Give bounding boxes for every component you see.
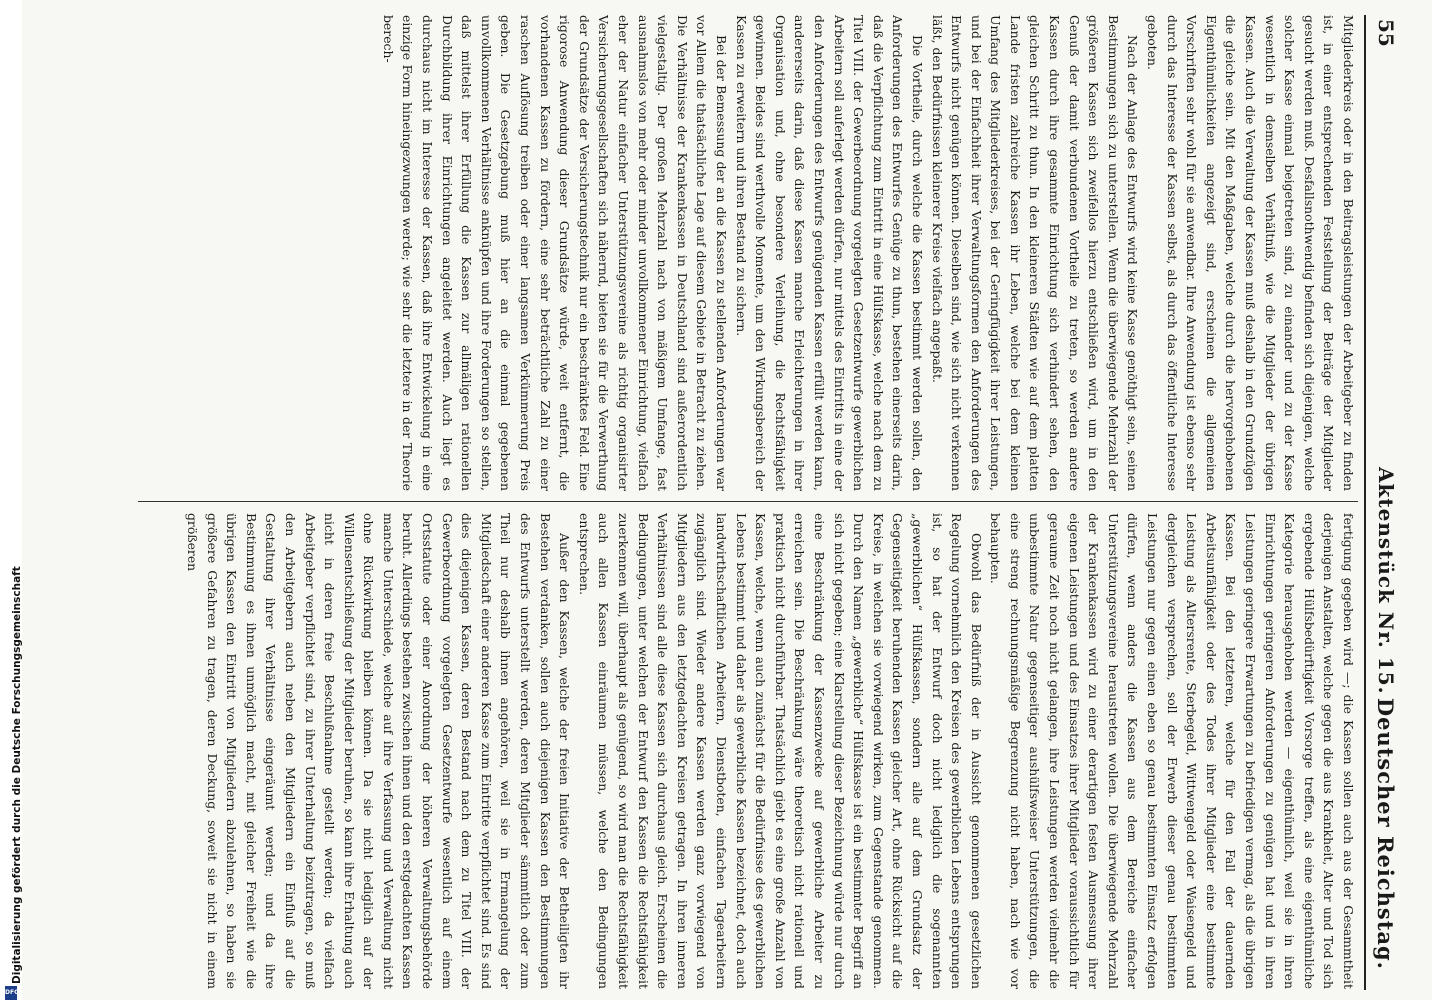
column-divider [138,501,1358,502]
dfg-logo: DFG [5,986,17,1000]
page-header [1366,15,1402,990]
funding-note: Digitalisierung gefördert durch die Deutsche Forschungsgemeinschaft [11,566,23,984]
paragraph: Mitgliederkreis oder in den Beitragsleistungen der Arbeitgeber zu finden ist, in einer entsprechenden Feststellung der Beiträge der Mitglieder gesucht werden muß. Desfallsnothwendig befinden sich diejenigen, welche solcher Kasse einmal beigetreten sind, zu einander und zu der Kasse wesentlich in demselben Verhältniß, wie die Mitglieder der übrigen Kassen. Auch die Verwaltung der Kassen muß deshalb in den Grundzügen die gleiche sein. Mit den Maßgaben, welche durch die hervorgehobenen Eigenthümlichkeiten angezeigt sind, erscheinen die allgemeinen Vorschriften sehr wohl für sie anwendbar. Ihre Anwendung ist ebenso sehr durch das Interesse der Kassen selbst, als durch das öffentliche Interesse geboten. [1145,15,1356,491]
left-column [138,15,1358,491]
page-number: 55 [1374,19,1398,47]
paragraph: fertigung gegeben wird —; die Kassen sollen auch aus der Gesammtheit derjenigen Anstalten, welche gegen die aus Krankheit, Alter und Tod sich ergebende Hülfsbedürftigkeit Vorsorge treffen, als eine eigenthümliche Kategorie herausgehoben werden — eigenthümlich, weil sie in ihren Einrichtungen geringeren Anforderungen zu genügen hat und in ihren Leistungen geringere Erwartungen zu befriedigen vermag, als die übrigen Kassen. Bei den letzteren, welche für den Fall der dauernden Arbeitsunfähigkeit oder des Todes ihrer Mitglieder eine bestimmte Leistung als Altersrente, Sterbegeld, Wittwengeld oder Waisengeld und dergleichen versprechen, soll der Erwerb dieser genau bestimmten Leistungen nur gegen einen eben so genau bestimmten Einsatz erfolgen dürfen, wenn anders die Kassen aus dem Bereiche einfacher Unterstützungsvereine heraustreten wollen. Die überwiegende Mehrzahl der Krankenkassen wird zu einer derartigen festen Ausmessung ihrer eigenen Leistungen und des Einsatzes ihrer Mitglieder voraussichtlich für geraume Zeit noch nicht gelangen, ihre Leistungen werden vielmehr die unbestimmte Natur gegenseitiger aushülfsweiser Unterstützungen, die eine streng rechnungsmäßige Begrenzung nicht haben, nach wie vor behaupten. [988,513,1356,989]
paragraph: Die Vortheile, durch welche die Kassen bestimmt werden sollen, den Anforderungen des Entwurfes Genüge zu thun, bestehen einerseits darin, daß die Verpflichtung zum Eintritt in eine Hülfskasse, welche nach dem zu Titel VIII. der Gewerbeordnung vorgelegten Gesetzentwurfe gewerblichen Arbeitern soll auferlegt werden dürfen, nur mittels des Eintritts in eine der den Anforderungen des Entwurfs genügenden Kassen erfüllt werden kann, andererseits darin, daß diese Kassen manche Erleichterungen in ihrer Organisation und, ohne besondere Verleihung, die Rechtsfähigkeit gewinnen. Beides sind werthvolle Momente, um den Wirkungsbereich der Kassen zu erweitern und ihren Bestand zu sichern. [733,15,925,491]
paragraph: Obwohl das Bedürfniß der in Aussicht genommenen gesetzlichen Regelung vornehmlich den Kreisen des gewerblichen Lebens entsprungen ist, so hat der Entwurf doch nicht lediglich die sogenannten „gewerblichen“ Hülfskassen, sondern alle auf dem Grundsatz der Gegenseitigkeit beruhenden Kassen gleicher Art, ohne Rücksicht auf die Kreise, in welchen sie vorwiegend wirken, zum Gegenstande genommen. Durch den Namen „gewerbliche“ Hülfskasse ist ein bestimmter Begriff an sich nicht gegeben; eine Klarstellung dieser Bezeichnung würde nur durch eine Beschränkung der Kassenzwecke auf gewerbliche Arbeiter zu erreichen sein. Die Beschränkung wäre theoretisch nicht rationell und praktisch nicht durchführbar. Thatsächlich giebt es eine große Anzahl von Kassen, welche, wenn auch zunächst für die Bedürfnisse des gewerblichen Lebens bestimmt und daher als gewerbliche Kassen bezeichnet, doch auch landwirthschaftlichen Arbeitern, Dienstboten, einfachen Tagearbeitern zugänglich sind. Wieder andere Kassen werden ganz vorwiegend von Mitgliedern aus den letztgedachten Kreisen getragen. In ihren inneren Verhältnissen sind alle diese Kassen sich durchaus gleich. Erscheinen die Bedingungen, unter welchen der Entwurf den Kassen die Rechtsfähigkeit zuerkennen will, überhaupt als genügend, so wird man die Rechtsfähigkeit auch allen Kassen einräumen müssen, welche den Bedingungen entsprechen. [576,513,984,989]
publication-title: Deutscher Reichstag. [1373,697,1398,970]
rotated-document-page [132,15,1402,990]
right-column [138,513,1358,989]
funding-sidebar [0,0,22,1000]
scanned-page [22,0,1432,1000]
paragraph: Bei der Bemessung der an die Kassen zu stellenden Anforderungen war vor Allem die thatsächliche Lage auf diesem Gebiete in Betracht zu ziehen. Die Verhältnisse der Krankenkassen in Deutschland sind außerordentlich vielgestaltig. Der großen Mehrzahl nach von mäßigem Umfange, fast ausnahmslos von mehr oder minder unvollkommener Einrichtung, vielfach eher der Natur einfacher Unterstützungsvereine als richtig organisirter Versicherungsgesellschaften sich nähernd, bieten sie für die Verwerthung der Grundsätze der Versicherungstechnik nur ein beschränktes Feld. Eine rigorose Anwendung dieser Grundsätze würde, weit entfernt, die vorhandenen Kassen zu fördern, eine sehr beträchtliche Zahl zu einer raschen Auflösung treiben oder einer langsamen Verkümmerung Preis geben. Die Gesetzgebung muß hier an die einmal gegebenen unvollkommenen Verhältnisse anknüpfen und ihre Forderungen so stellen, daß mittelst ihrer Erfüllung die Kassen zur allmäligen rationellen Durchbildung ihrer Einrichtungen angeleitet werden. Auch liegt es durchaus nicht im Interesse der Kassen, daß ihre Entwickelung in eine einzige Form hineingezwungen werde; wie sehr die letztere in der Theorie berech- [380,15,729,491]
header-rule [1364,15,1366,990]
paragraph: Nach der Anlage des Entwurfs wird keine Kasse genöthigt sein, seinen Bestimmungen sich zu unterstellen. Wenn die überwiegende Mehrzahl der größeren Kassen sich zweifellos hierzu entschließen wird, um in den Genuß der damit verbundenen Vortheile zu treten, so werden andere Kassen durch ihre gesammte Einrichtung sich verhindert sehen, den gleichen Schritt zu thun. In den kleineren Städten wie auf dem platten Lande fristen zahlreiche Kassen ihr Leben, welche bei dem kleinen Umfang des Mitgliederkreises, bei der Geringfügigkeit ihrer Leistungen, und bei der Einfachheit ihrer Verwaltungsformen den Anforderungen des Entwurfs nicht genügen können. Dieselben sind, wie sich nicht verkennen läßt, den Bedürfnissen kleinerer Kreise vielfach angepaßt. [929,15,1141,491]
document-label: Aktenstück Nr. 15. [1374,467,1398,695]
paragraph: Außer den Kassen, welche der freien Initiative der Betheiligten ihr Bestehen verdanken, sollen auch diejenigen Kassen den Bestimmungen des Entwurfs unterstellt werden, deren Mitglieder sämmtlich oder zum Theil nur deshalb ihnen angehören, weil sie in Ermangelung der Mitgliedschaft einer anderen Kasse zum Eintritte verpflichtet sind. Es sind dies diejenigen Kassen, deren Bestand nach dem zu Titel VIII. der Gewerbeordnung vorgelegten Gesetzentwurfe wesentlich auf einem Ortsstatute oder einer Anordnung der höheren Verwaltungsbehörde beruht. Allerdings bestehen zwischen ihnen und den erstgedachten Kassen manche Unterschiede, welche auf ihre Verfassung und Verwaltung nicht ohne Rückwirkung bleiben können. Da sie nicht lediglich auf der Willensentschließung der Mitglieder beruhen, so kann ihre Erhaltung auch nicht in deren freie Beschlußnahme gestellt werden; da vielfach Arbeitgeber verpflichtet sind, zu ihrer Unterhaltung beizutragen, so muß den Arbeitgebern auch neben den Mitgliedern ein Einfluß auf die Gestaltung ihrer Verhältnisse eingeräumt werden; und da ihre Bestimmung es ihnen unmöglich macht, mit gleicher Freiheit wie die übrigen Kassen den Eintritt von Mitgliedern abzulehnen, so haben sie größere Gefahren zu tragen, deren Deckung, soweit sie nicht in einem größeren [184,513,573,989]
